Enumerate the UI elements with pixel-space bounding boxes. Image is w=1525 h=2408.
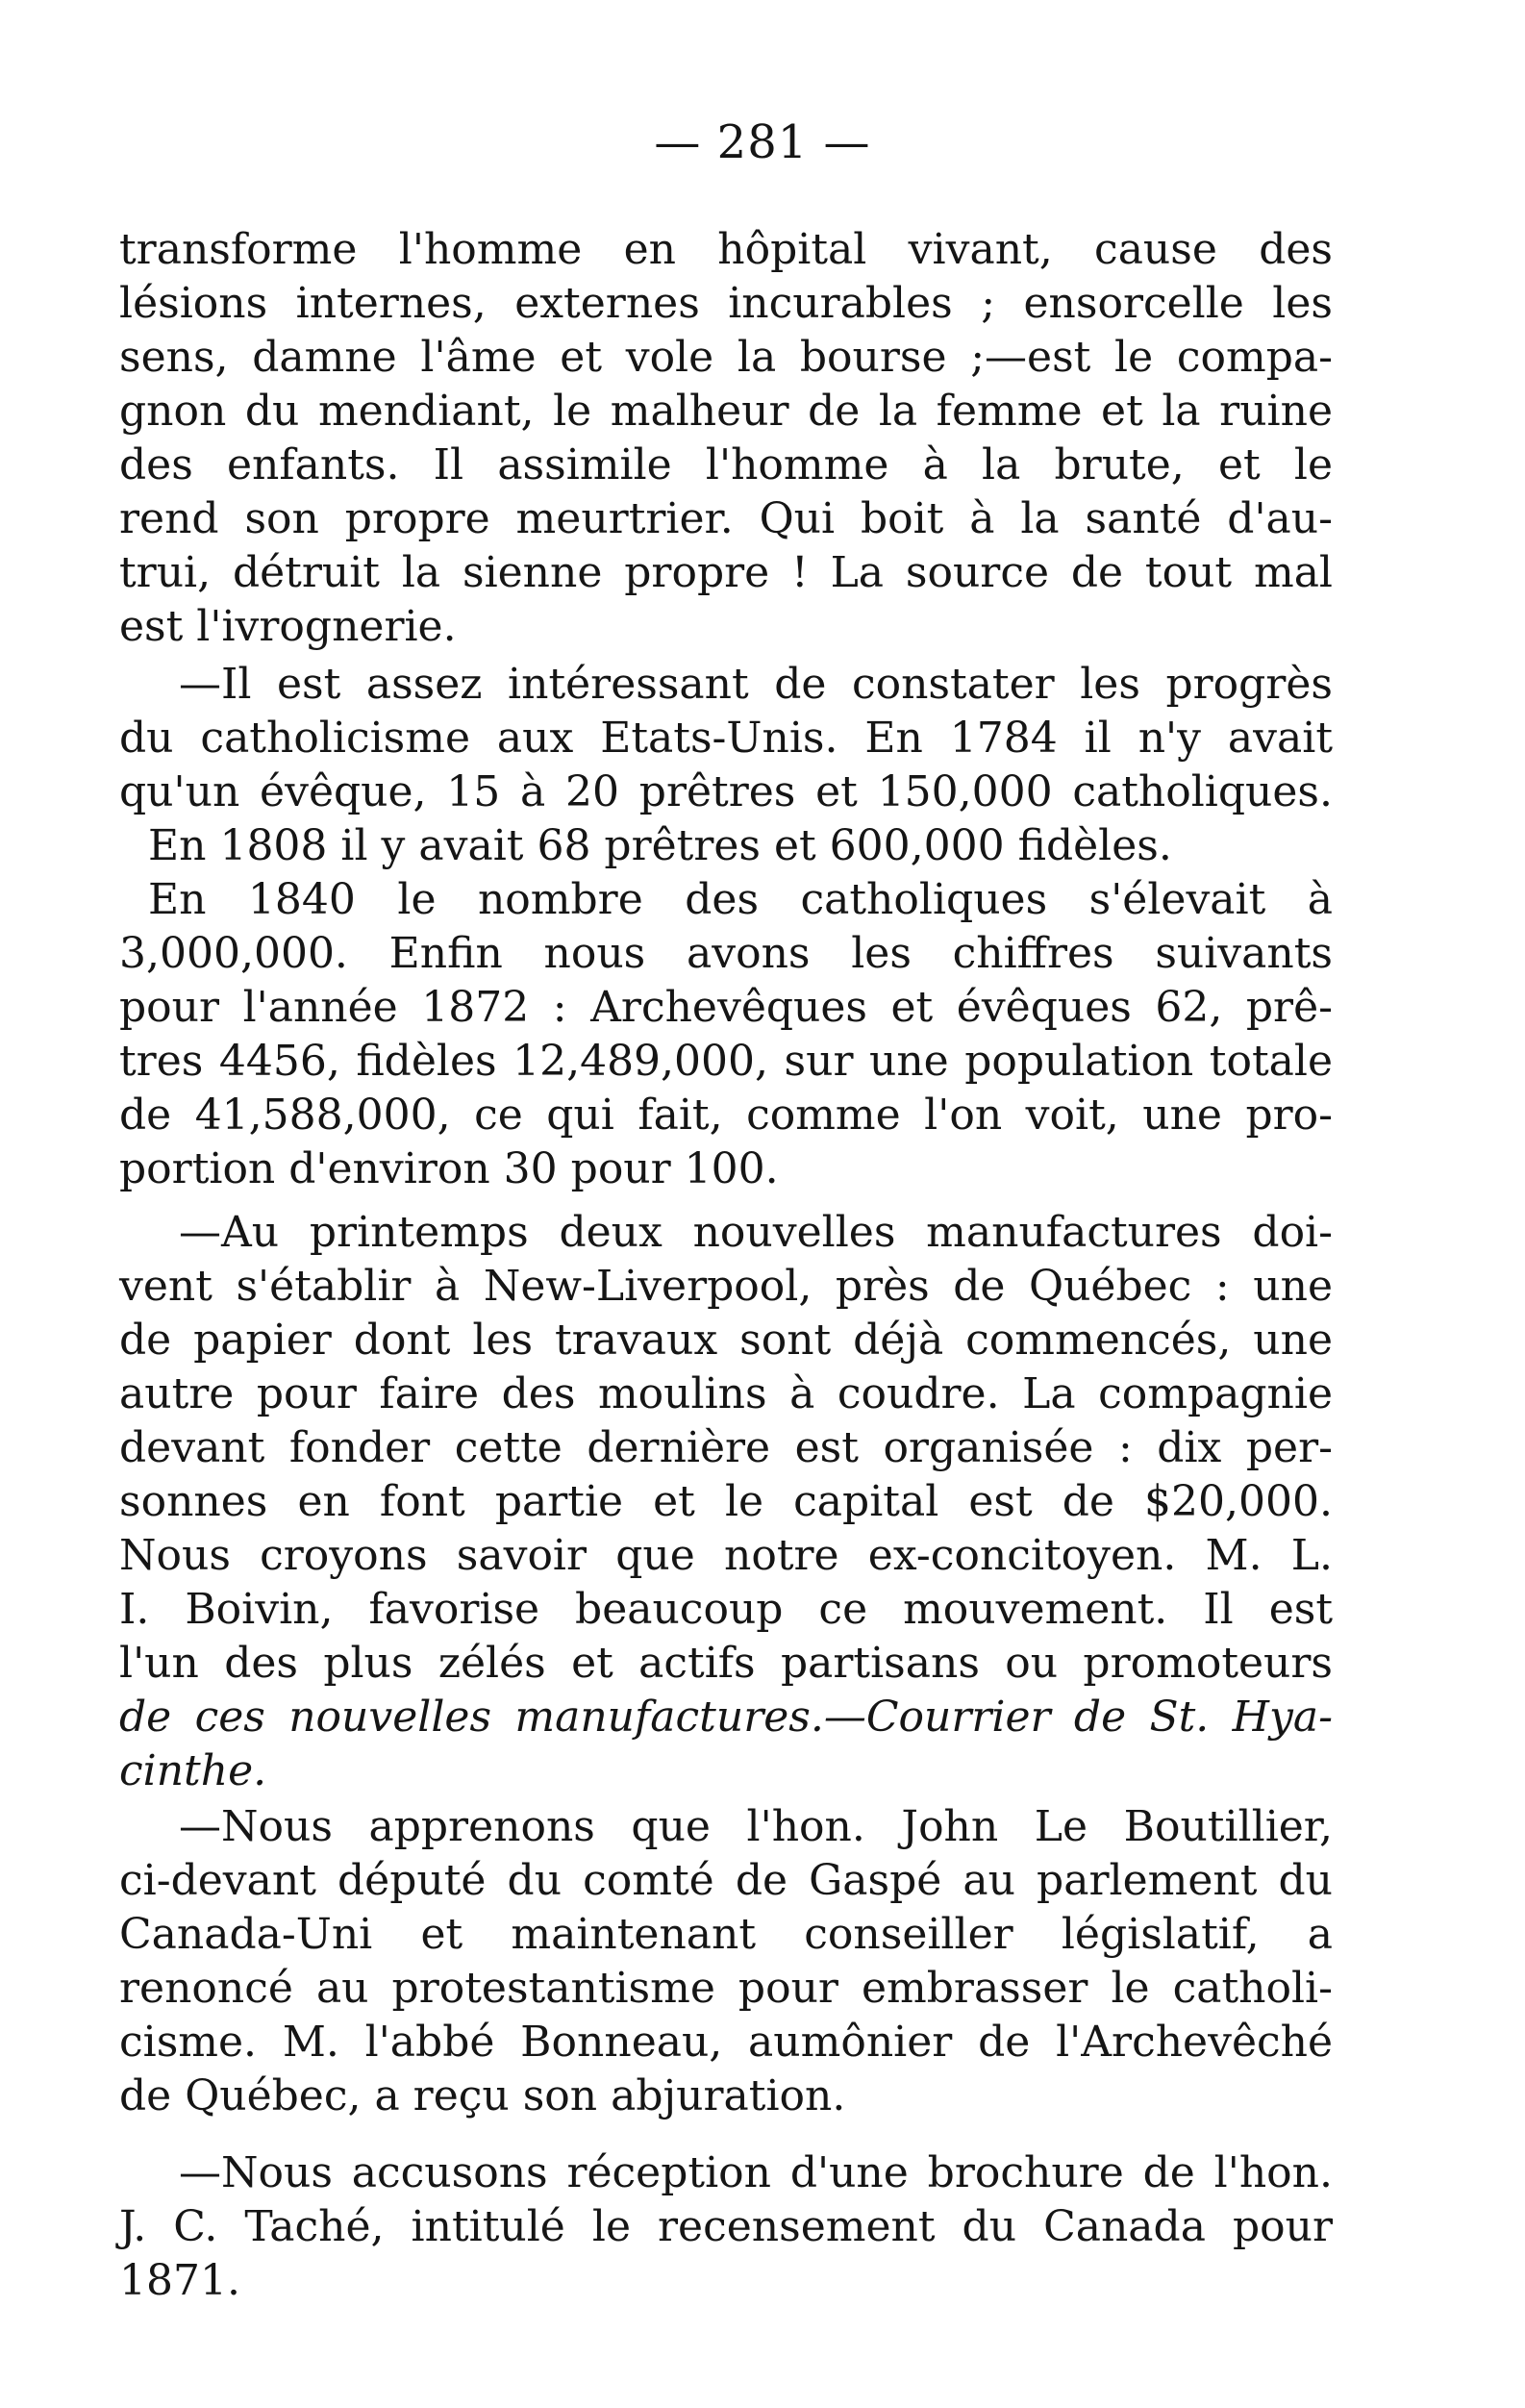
text-line: lésions internes, externes incurables ; ensorcelle les — [119, 279, 1333, 328]
text-line: de papier dont les travaux sont déjà commencés, une — [119, 1316, 1333, 1365]
text-line: des enfants. Il assimile l'homme à la brute, et le — [119, 440, 1333, 489]
text-line: 1871. — [119, 2256, 240, 2305]
text-line: du catholicisme aux Etats-Unis. En 1784 il n'y avait — [119, 714, 1333, 763]
text-line: —Nous accusons réception d'une brochure de l'hon. — [179, 2148, 1333, 2197]
text-line: En 1840 le nombre des catholiques s'élevait à — [148, 875, 1333, 924]
text-line: sonnes en font partie et le capital est de $20,000. — [119, 1477, 1333, 1526]
paragraph-4 — [119, 1800, 1333, 2123]
paragraph-3 — [119, 1206, 1333, 1798]
text-line: vent s'établir à New-Liverpool, près de Québec : une — [119, 1262, 1333, 1311]
text-line: portion d'environ 30 pour 100. — [119, 1144, 779, 1193]
page-number: — 281 — — [654, 115, 871, 169]
text-line: cisme. M. l'abbé Bonneau, aumônier de l'Archevêché — [119, 2018, 1333, 2067]
text-line: I. Boivin, favorise beaucoup ce mouvement. Il est — [119, 1585, 1333, 1634]
text-line: de 41,588,000, ce qui fait, comme l'on voit, une pro- — [119, 1091, 1333, 1140]
paragraph-1 — [119, 223, 1333, 654]
text-line: 3,000,000. Enfin nous avons les chiffres suivants — [119, 929, 1333, 978]
paragraph-2 — [119, 658, 1333, 1196]
text-line: renoncé au protestantisme pour embrasser le catholi- — [119, 1964, 1333, 2013]
text-line: sens, damne l'âme et vole la bourse ;—est le compa- — [119, 333, 1333, 382]
text-line: tres 4456, fidèles 12,489,000, sur une population totale — [119, 1037, 1333, 1086]
text-line: l'un des plus zélés et actifs partisans ou promoteurs — [119, 1639, 1333, 1688]
text-line: de Québec, a reçu son abjuration. — [119, 2071, 846, 2120]
text-line: qu'un évêque, 15 à 20 prêtres et 150,000 catholiques. — [119, 767, 1333, 816]
text-line: —Il est assez intéressant de constater les progrès — [179, 660, 1333, 709]
text-line: est l'ivrognerie. — [119, 602, 457, 651]
text-line: autre pour faire des moulins à coudre. La compagnie — [119, 1369, 1333, 1418]
text-line: transforme l'homme en hôpital vivant, cause des — [119, 225, 1333, 274]
text-line: devant fonder cette dernière est organisée : dix per- — [119, 1423, 1333, 1472]
text-line: trui, détruit la sienne propre ! La source de tout mal — [119, 548, 1333, 597]
text-line: de ces nouvelles manufactures.—Courrier de St. Hya- — [119, 1693, 1333, 1742]
text-line: ci-devant député du comté de Gaspé au parlement du — [119, 1856, 1333, 1905]
text-line: Canada-Uni et maintenant conseiller législatif, a — [119, 1910, 1333, 1959]
text-line: J. C. Taché, intitulé le recensement du Canada pour — [119, 2202, 1333, 2251]
text-line: rend son propre meurtrier. Qui boit à la santé d'au- — [119, 494, 1333, 543]
text-line: En 1808 il y avait 68 prêtres et 600,000 fidèles. — [148, 821, 1172, 870]
paragraph-5 — [119, 2146, 1333, 2308]
text-line: pour l'année 1872 : Archevêques et évêques 62, prê- — [119, 983, 1333, 1032]
text-line: —Au printemps deux nouvelles manufactures doi- — [179, 1208, 1333, 1257]
text-line: —Nous apprenons que l'hon. John Le Boutillier, — [179, 1802, 1333, 1851]
text-line: cinthe. — [119, 1746, 267, 1795]
text-line: gnon du mendiant, le malheur de la femme et la ruine — [119, 387, 1333, 436]
text-line: Nous croyons savoir que notre ex-concitoyen. M. L. — [119, 1531, 1333, 1580]
